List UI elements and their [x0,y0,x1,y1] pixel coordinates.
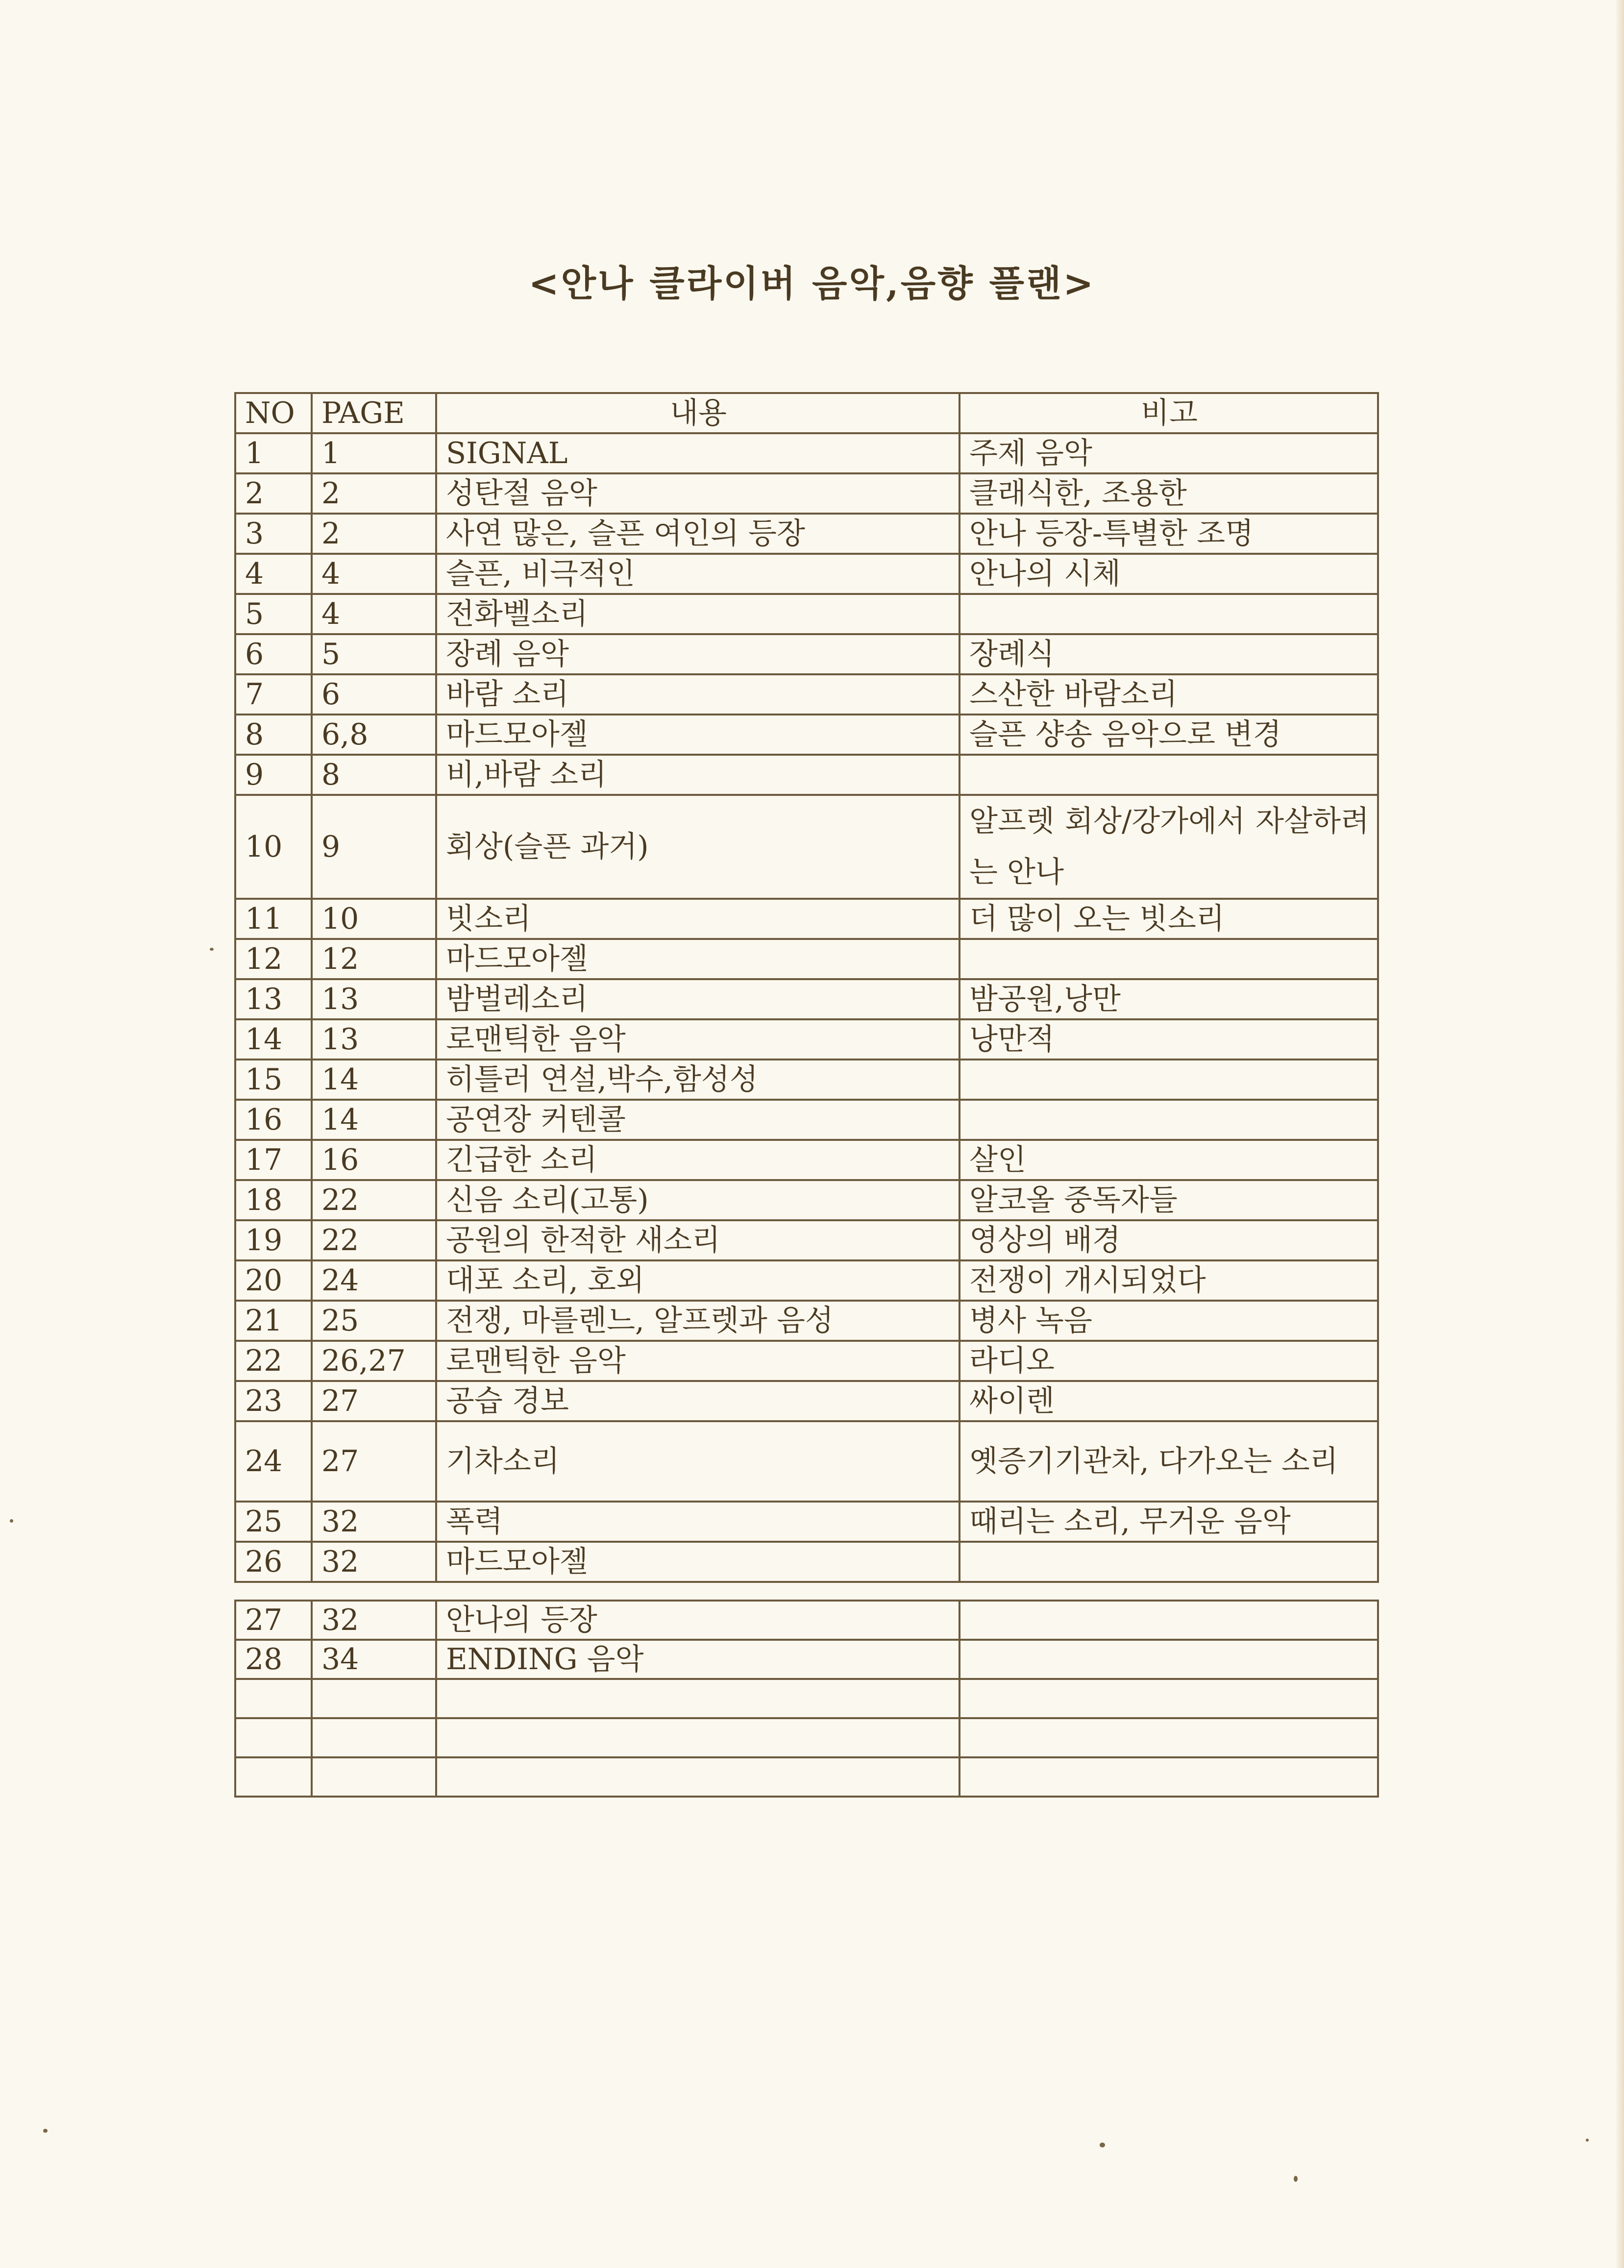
cell-note: 살인 [960,1140,1378,1180]
cell-no: 28 [235,1640,312,1679]
sound-plan-table [234,392,1379,1583]
cell-no: 16 [235,1100,312,1140]
cell-page: 16 [312,1140,436,1180]
cell-page: 34 [312,1640,436,1679]
document-title: <안나 클라이버 음악,음향 플랜> [528,263,1096,305]
cell-no: 11 [235,899,312,939]
paper-speck [10,1519,13,1523]
cell-note [960,755,1378,795]
cell-no: 2 [235,473,312,514]
table-row [235,1718,1378,1757]
table-row [235,1502,1378,1542]
cell-page: 13 [312,979,436,1019]
cell-no: 3 [235,514,312,554]
cell-page [312,1679,436,1718]
cell-page: 4 [312,594,436,634]
cell-no: 27 [235,1601,312,1640]
cell-content: 대포 소리, 호외 [436,1260,960,1301]
cell-page: 4 [312,554,436,594]
table-row [235,473,1378,514]
cell-no: 4 [235,554,312,594]
table-header-row [235,393,1378,433]
cell-no: 15 [235,1060,312,1100]
cell-content: 성탄절 음악 [436,473,960,514]
table-row [235,715,1378,755]
cell-page: 26,27 [312,1341,436,1381]
paper-speck [210,948,214,951]
paper-speck [43,2129,48,2133]
cell-note [960,1640,1378,1679]
table-row [235,1100,1378,1140]
table-row [235,1060,1378,1100]
cell-content: 공습 경보 [436,1381,960,1421]
cell-page: 6 [312,674,436,715]
cell-no: 17 [235,1140,312,1180]
cell-note: 병사 녹음 [960,1301,1378,1341]
header-page: PAGE [312,393,436,433]
cell-content: 전쟁, 마를렌느, 알프렛과 음성 [436,1301,960,1341]
cell-content: 공원의 한적한 새소리 [436,1220,960,1260]
cell-page: 8 [312,755,436,795]
cell-no: 7 [235,674,312,715]
table-row [235,1301,1378,1341]
cell-no: 20 [235,1260,312,1301]
cell-note: 낭만적 [960,1019,1378,1060]
table-row [235,1421,1378,1502]
cell-page: 22 [312,1220,436,1260]
cell-no: 24 [235,1421,312,1502]
cell-content [436,1757,960,1797]
cell-page: 32 [312,1502,436,1542]
cell-content: 사연 많은, 슬픈 여인의 등장 [436,514,960,554]
paper-speck [1294,2176,1298,2182]
cell-content: 장례 음악 [436,634,960,674]
table-row [235,1542,1378,1582]
table-row [235,899,1378,939]
cell-no: 25 [235,1502,312,1542]
cell-no: 26 [235,1542,312,1582]
cell-content: 마드모아젤 [436,939,960,979]
sound-plan-extra-table [234,1600,1379,1798]
table-row [235,634,1378,674]
cell-note: 옛증기기관차, 다가오는 소리 [960,1421,1378,1502]
cell-no: 22 [235,1341,312,1381]
cell-no [235,1679,312,1718]
cell-page: 9 [312,795,436,899]
cell-content: 회상(슬픈 과거) [436,795,960,899]
table-row [235,554,1378,594]
cell-note [960,1060,1378,1100]
page-edge-shadow [1615,0,1624,2268]
cell-content: 빗소리 [436,899,960,939]
cell-page: 5 [312,634,436,674]
cell-page: 12 [312,939,436,979]
cell-note: 클래식한, 조용한 [960,473,1378,514]
cell-note [960,939,1378,979]
table-row [235,1260,1378,1301]
cell-note: 더 많이 오는 빗소리 [960,899,1378,939]
table-row [235,795,1378,899]
table-row [235,594,1378,634]
cell-note: 장례식 [960,634,1378,674]
cell-note [960,594,1378,634]
cell-no [235,1718,312,1757]
cell-note [960,1718,1378,1757]
cell-page: 13 [312,1019,436,1060]
cell-content: 공연장 커텐콜 [436,1100,960,1140]
cell-page: 32 [312,1601,436,1640]
cell-note: 싸이렌 [960,1381,1378,1421]
header-no: NO [235,393,312,433]
cell-content [436,1718,960,1757]
cell-no: 9 [235,755,312,795]
cell-note: 밤공원,낭만 [960,979,1378,1019]
cell-page: 14 [312,1100,436,1140]
cell-page: 27 [312,1381,436,1421]
cell-no: 21 [235,1301,312,1341]
cell-content: 바람 소리 [436,674,960,715]
cell-no: 10 [235,795,312,899]
cell-content: ENDING 음악 [436,1640,960,1679]
cell-note: 스산한 바람소리 [960,674,1378,715]
cell-no [235,1757,312,1797]
cell-note: 안나의 시체 [960,554,1378,594]
cell-content: 신음 소리(고통) [436,1180,960,1220]
cell-content: 기차소리 [436,1421,960,1502]
cell-note: 전쟁이 개시되었다 [960,1260,1378,1301]
cell-content: 로맨틱한 음악 [436,1341,960,1381]
cell-note [960,1100,1378,1140]
table-row [235,1180,1378,1220]
table-row [235,1381,1378,1421]
cell-page: 1 [312,433,436,473]
cell-note: 슬픈 샹송 음악으로 변경 [960,715,1378,755]
cell-no: 18 [235,1180,312,1220]
cell-no: 19 [235,1220,312,1260]
table-row [235,1341,1378,1381]
table-row [235,1019,1378,1060]
table-row [235,939,1378,979]
table-row [235,433,1378,473]
cell-page: 14 [312,1060,436,1100]
table-row [235,1220,1378,1260]
header-note: 비고 [960,393,1378,433]
cell-content: 비,바람 소리 [436,755,960,795]
cell-no: 23 [235,1381,312,1421]
cell-content [436,1679,960,1718]
cell-no: 14 [235,1019,312,1060]
table-row [235,514,1378,554]
cell-page: 2 [312,514,436,554]
cell-no: 5 [235,594,312,634]
cell-content: 로맨틱한 음악 [436,1019,960,1060]
cell-note: 안나 등장-특별한 조명 [960,514,1378,554]
cell-content: 마드모아젤 [436,715,960,755]
cell-note: 주제 음악 [960,433,1378,473]
cell-page: 10 [312,899,436,939]
cell-content: 안나의 등장 [436,1601,960,1640]
cell-page: 25 [312,1301,436,1341]
table-row [235,755,1378,795]
cell-note [960,1542,1378,1582]
cell-page: 27 [312,1421,436,1502]
cell-content: 마드모아젤 [436,1542,960,1582]
cell-no: 8 [235,715,312,755]
cell-content: 슬픈, 비극적인 [436,554,960,594]
cell-note: 영상의 배경 [960,1220,1378,1260]
table-row [235,674,1378,715]
cell-page: 22 [312,1180,436,1220]
cell-page: 2 [312,473,436,514]
cell-content: 긴급한 소리 [436,1140,960,1180]
table-row [235,1140,1378,1180]
table-row [235,1679,1378,1718]
cell-page: 32 [312,1542,436,1582]
header-content: 내용 [436,393,960,433]
cell-page: 6,8 [312,715,436,755]
cell-note: 라디오 [960,1341,1378,1381]
cell-note [960,1601,1378,1640]
table-row [235,1601,1378,1640]
table-row [235,1757,1378,1797]
cell-content: 전화벨소리 [436,594,960,634]
cell-note: 알코올 중독자들 [960,1180,1378,1220]
cell-no: 13 [235,979,312,1019]
cell-content: SIGNAL [436,433,960,473]
cell-page [312,1757,436,1797]
cell-page: 24 [312,1260,436,1301]
cell-note [960,1757,1378,1797]
cell-content: 폭력 [436,1502,960,1542]
cell-note [960,1679,1378,1718]
table-row [235,1640,1378,1679]
table-row [235,979,1378,1019]
cell-no: 6 [235,634,312,674]
paper-speck [1100,2143,1105,2147]
cell-note: 알프렛 회상/강가에서 자살하려는 안나 [960,795,1378,899]
cell-page [312,1718,436,1757]
cell-content: 밤벌레소리 [436,979,960,1019]
cell-no: 12 [235,939,312,979]
paper-speck [1586,2139,1589,2142]
cell-no: 1 [235,433,312,473]
cell-note: 때리는 소리, 무거운 음악 [960,1502,1378,1542]
cell-content: 히틀러 연설,박수,함성성 [436,1060,960,1100]
